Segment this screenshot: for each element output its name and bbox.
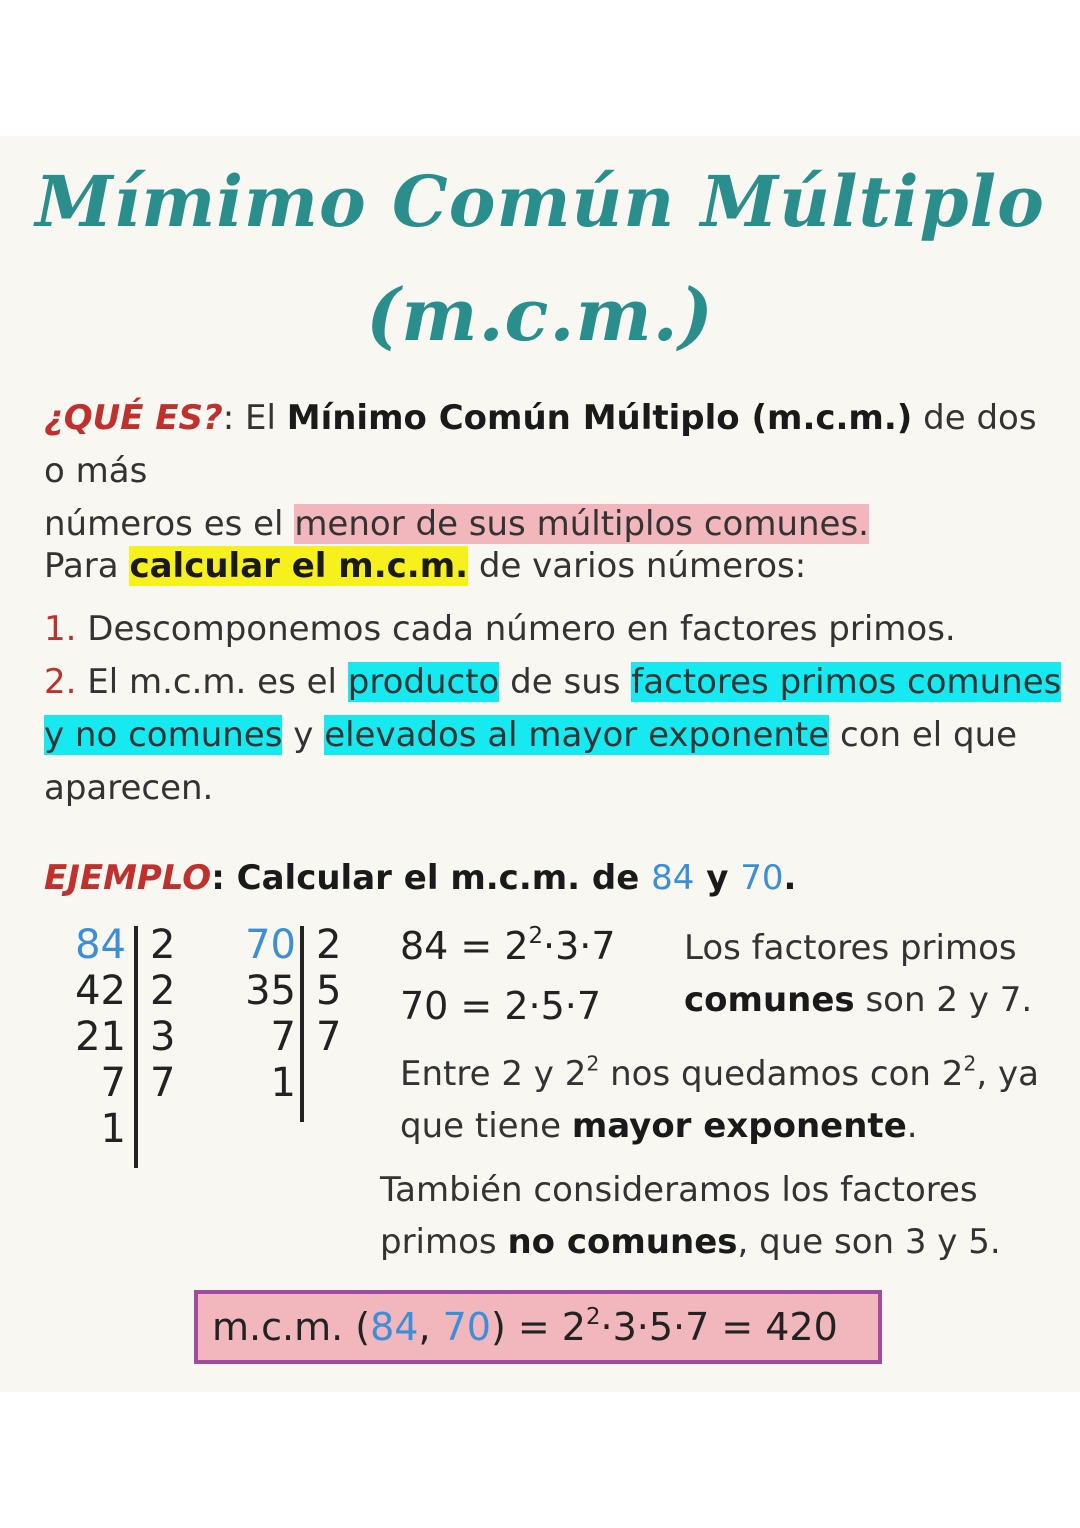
decomposition-70: 70 = 2·5·7 <box>400 984 602 1028</box>
example-heading: EJEMPLO: Calcular el m.c.m. de 84 y 70. <box>44 858 797 898</box>
decomposition-84: $84 = 2^2\cdot 3\cdot 7$ <box>400 923 616 968</box>
method-paragraph: Para calcular el m.c.m. de varios números: 1. Descomponemos cada número en factores primos. 2. El m.c.m. es el producto de sus factores primos comunes y no comunes y elevados al mayor exponente con el que aparecen. <box>44 546 1062 808</box>
definition-highlight: menor de sus múltiplos comunes. <box>294 504 869 544</box>
step-1: Descomponemos cada número en factores primos. <box>76 609 956 649</box>
definition-paragraph: ¿QUÉ ES?: El Mínimo Común Múltiplo (m.c.m.) de dos o más números es el menor de sus múltiplos comunes. <box>44 398 1037 544</box>
division-table-70: 70 2 35 5 7 7 1 <box>245 922 342 1106</box>
definition-term: Mínimo Común Múltiplo (m.c.m.) <box>286 398 913 438</box>
que-es-label: ¿QUÉ ES? <box>44 398 223 438</box>
common-factors-note: Los factores primos comunes son 2 y 7. <box>684 928 1033 1020</box>
division-line-84 <box>134 926 138 1168</box>
non-common-note: También consideramos los factores primos no comunes, que son 3 y 5. <box>380 1170 1001 1262</box>
division-line-70 <box>300 926 304 1122</box>
exponent-note: Entre 2 y $2^2$ nos quedamos con $2^2$, ya que tiene mayor exponente. <box>400 1051 1039 1146</box>
division-table-84: 84 2 42 2 21 3 7 7 1 <box>75 922 176 1152</box>
page-subtitle: (m.c.m.) <box>366 272 714 357</box>
page-title: Mímimo Común Múltiplo <box>35 160 1045 243</box>
method-highlight: calcular el m.c.m. <box>129 546 469 586</box>
result-box: m.c.m. (84, $70) = 2^2\cdot 3\cdot 5\cdot 7 = 420$ <box>194 1290 882 1364</box>
